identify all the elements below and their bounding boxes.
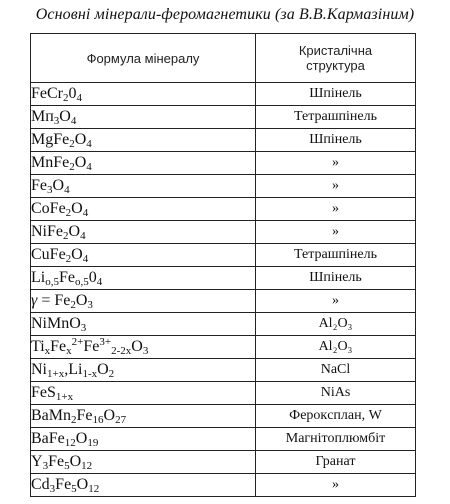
page-title: Основні мінерали-феромагнетики (за В.В.Кармазіним): [35, 6, 415, 23]
formula-subscript: 3: [87, 299, 93, 311]
table-row: [31, 451, 416, 474]
header-formula: Формула мінералу: [31, 34, 256, 83]
formula-text: BaMn: [31, 407, 71, 424]
mineral-formula: [31, 129, 256, 152]
formula-text: O: [71, 200, 83, 217]
formula-text: Li: [31, 269, 46, 286]
formula-subscript: x: [66, 345, 72, 357]
mineral-formula: [31, 175, 256, 198]
table-row: [31, 382, 416, 405]
table-row: [31, 175, 416, 198]
mineral-formula: [31, 405, 256, 428]
formula-subscript: 4: [76, 92, 82, 104]
formula-subscript: 5: [71, 483, 77, 495]
formula-subscript: 2-2x: [111, 345, 132, 357]
table-row: [31, 428, 416, 451]
formula-subscript: x: [44, 345, 51, 357]
mineral-formula: [31, 106, 256, 129]
formula-text: O: [103, 407, 116, 424]
formula-text: CoFe: [31, 200, 66, 217]
table-row: [31, 290, 416, 313]
formula-text: Mп: [31, 108, 54, 125]
formula-text: CuFe: [31, 246, 66, 263]
formula-subscript: 4: [82, 207, 89, 219]
formula-superscript: 2+: [71, 336, 84, 348]
formula-subscript: 4: [70, 115, 77, 127]
formula-text: Fe: [58, 269, 75, 286]
formula-text: BaFe: [31, 430, 65, 447]
mineral-formula: [31, 359, 256, 382]
formula-subscript: 2: [65, 253, 72, 265]
crystal-structure: Тетрашпінель: [256, 106, 416, 129]
formula-text: Fe: [83, 338, 100, 355]
formula-subscript: 2: [70, 299, 76, 311]
crystal-structure: »: [256, 152, 416, 175]
formula-text: 0: [88, 269, 97, 286]
table-row: [31, 244, 416, 267]
formula-text: O: [131, 338, 143, 355]
formula-text: FeS: [31, 384, 56, 401]
formula-subscript: 2: [65, 207, 72, 219]
formula-subscript: 12: [88, 483, 100, 495]
table-row: [31, 152, 416, 175]
crystal-structure: Шпінель: [256, 83, 416, 106]
table-body: [31, 83, 416, 497]
formula-text: NiFe: [31, 223, 63, 240]
mineral-formula: [31, 451, 256, 474]
formula-text: O: [59, 108, 71, 125]
formula-subscript: 4: [80, 230, 86, 242]
formula-subscript: o,5: [45, 276, 59, 288]
table-row: [31, 198, 416, 221]
formula-text: Fe: [55, 476, 72, 493]
table-header-row: [31, 34, 416, 83]
formula-text: 0: [68, 85, 77, 102]
crystal-structure: Магнітоплюмбіт: [256, 428, 416, 451]
mineral-formula: [31, 221, 256, 244]
crystal-structure: »: [256, 175, 416, 198]
formula-text: O: [68, 223, 81, 240]
formula-text: O: [71, 246, 83, 263]
formula-text: Fe: [48, 453, 65, 470]
crystal-structure: Тетрашпінель: [256, 244, 416, 267]
header-structure-text: Кристалічна структура: [298, 43, 373, 73]
formula-subscript: 12: [81, 460, 93, 472]
formula-text: FeCr: [31, 85, 63, 102]
formula-subscript: 1+x: [47, 368, 65, 380]
table-row: [31, 313, 416, 336]
formula-subscript: 4: [86, 138, 92, 150]
formula-text: O: [74, 131, 87, 148]
table-row: [31, 474, 416, 497]
mineral-formula: [31, 474, 256, 497]
formula-subscript: 2: [63, 230, 69, 242]
formula-subscript: 12: [64, 437, 76, 449]
table-row: [31, 83, 416, 106]
formula-subscript: 2: [63, 92, 69, 104]
mineral-formula: [31, 290, 256, 313]
formula-text: Fe: [50, 338, 67, 355]
formula-text: Ni: [31, 361, 47, 378]
table-row: [31, 106, 416, 129]
crystal-structure: Al₂O₃: [256, 336, 416, 359]
formula-text: ,Li: [64, 361, 83, 378]
formula-symbol: γ: [31, 292, 38, 309]
mineral-formula: [31, 198, 256, 221]
formula-subscript: 2: [69, 161, 75, 173]
formula-subscript: 4: [86, 161, 92, 173]
formula-superscript: 3+: [99, 336, 112, 348]
formula-text: Fe: [76, 407, 93, 424]
formula-text: O: [74, 154, 87, 171]
crystal-structure: Шпінель: [256, 267, 416, 290]
formula-subscript: 3: [42, 460, 49, 472]
crystal-structure: Гранат: [256, 451, 416, 474]
formula-subscript: 4: [64, 184, 70, 196]
formula-subscript: 3: [47, 184, 53, 196]
formula-text: O: [76, 476, 89, 493]
table-row: [31, 336, 416, 359]
formula-subscript: 2: [71, 414, 77, 426]
formula-text: NiMnO: [31, 315, 81, 332]
formula-text: O: [75, 292, 88, 309]
formula-text: O: [75, 430, 88, 447]
formula-subscript: 1+x: [55, 391, 74, 403]
formula-subscript: 4: [96, 276, 103, 288]
formula-subscript: 3: [49, 483, 56, 495]
formula-subscript: 4: [82, 253, 89, 265]
formula-subscript: 3: [142, 345, 149, 357]
table-row: [31, 221, 416, 244]
crystal-structure: NaCl: [256, 359, 416, 382]
crystal-structure: Al₂O₃: [256, 313, 416, 336]
formula-text: Ti: [31, 338, 45, 355]
formula-subscript: 27: [115, 414, 127, 426]
mineral-formula: [31, 152, 256, 175]
formula-subscript: 1-x: [82, 368, 98, 380]
formula-subscript: o,5: [74, 276, 89, 288]
header-structure: [256, 34, 416, 83]
formula-subscript: 5: [64, 460, 70, 472]
mineral-formula: [31, 244, 256, 267]
formula-subscript: 16: [92, 414, 104, 426]
formula-subscript: 2: [69, 138, 75, 150]
table-row: [31, 267, 416, 290]
minerals-table: [30, 33, 416, 497]
crystal-structure: »: [256, 474, 416, 497]
mineral-formula: [31, 336, 256, 359]
crystal-structure: Шпінель: [256, 129, 416, 152]
mineral-formula: [31, 83, 256, 106]
formula-text: MgFe: [31, 131, 70, 148]
mineral-formula: [31, 267, 256, 290]
crystal-structure: NiAs: [256, 382, 416, 405]
formula-subscript: 2: [108, 368, 115, 380]
table-row: [31, 405, 416, 428]
formula-subscript: 3: [80, 322, 87, 334]
formula-text: Y: [31, 453, 43, 470]
mineral-formula: [31, 428, 256, 451]
formula-subscript: 3: [53, 115, 60, 127]
formula-subscript: 19: [87, 437, 99, 449]
formula-text: O: [52, 177, 65, 194]
crystal-structure: »: [256, 221, 416, 244]
formula-text: Fe: [31, 177, 47, 194]
crystal-structure: »: [256, 198, 416, 221]
formula-text: MnFe: [31, 154, 70, 171]
table-row: [31, 129, 416, 152]
mineral-formula: [31, 382, 256, 405]
formula-text: Cd: [31, 476, 50, 493]
crystal-structure: Ферокcплан, W: [256, 405, 416, 428]
formula-text: O: [69, 453, 82, 470]
table-row: [31, 359, 416, 382]
mineral-formula: [31, 313, 256, 336]
formula-text: = Fe: [37, 292, 71, 309]
formula-text: O: [97, 361, 109, 378]
crystal-structure: »: [256, 290, 416, 313]
